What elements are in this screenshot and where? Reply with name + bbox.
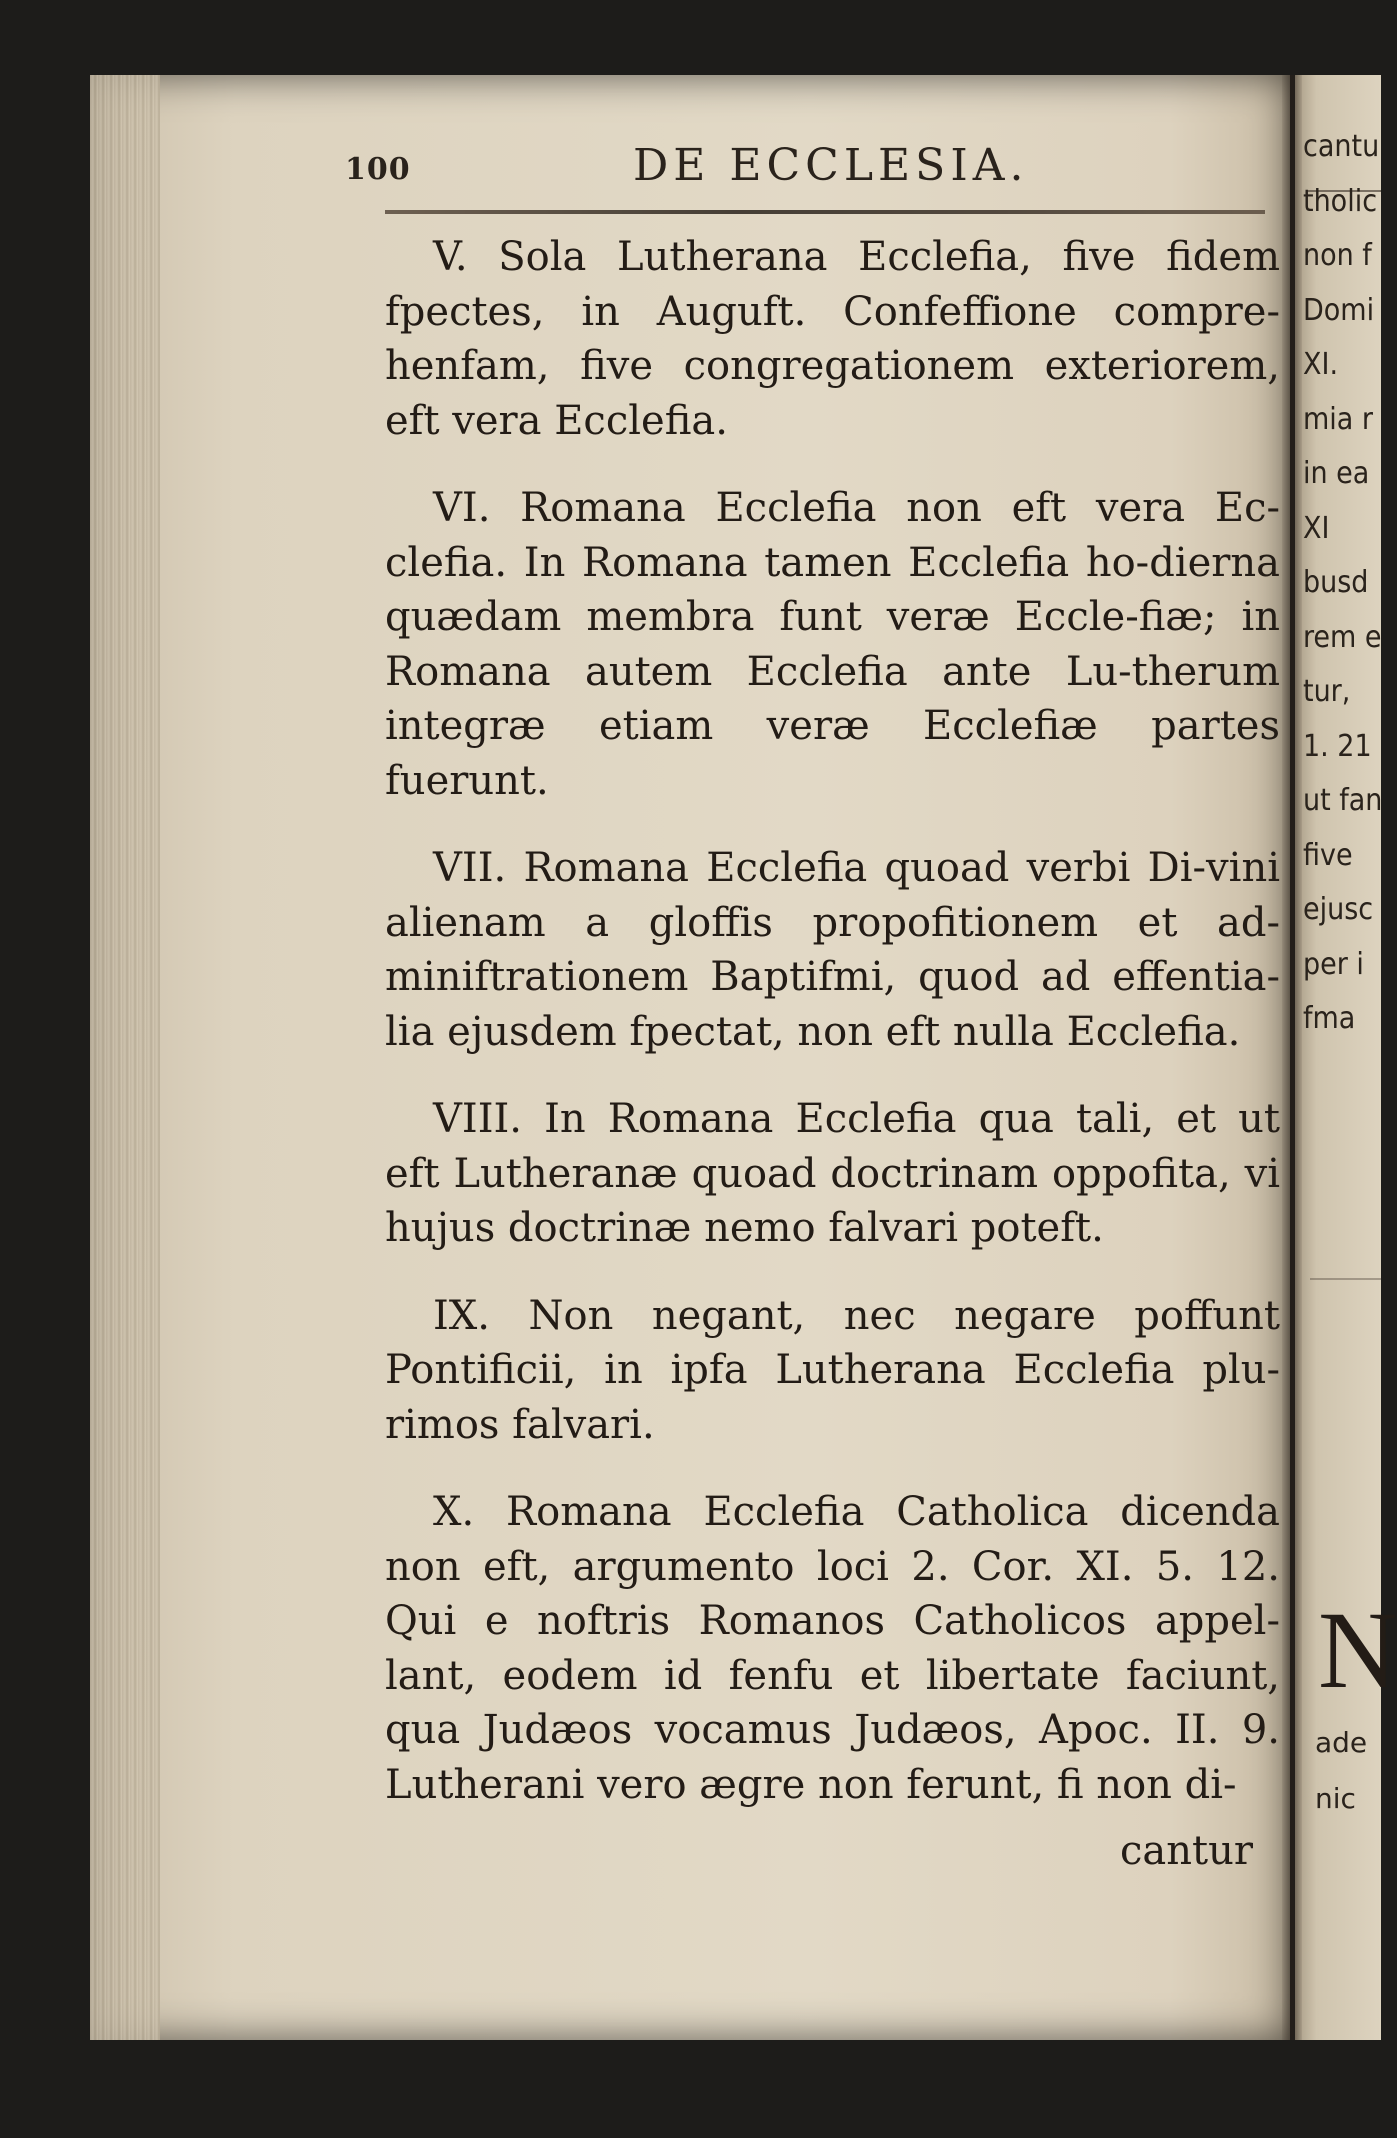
fragment-line: tholic [1303,183,1378,219]
page-title: DE ECCLESIA. [633,140,1029,191]
fragment-line: ut fan [1303,783,1383,818]
fragment-line: per i [1303,946,1364,982]
paragraph-x: X. Romana Ecclefia Catholica dicenda non eft, argumento loci 2. Cor. XI. 5. 12. Qui e noftris Romanos Catholicos appel-lant, eodem id fenfu et libertate faciunt, qua Judæos vocamus Judæos, Apoc. II. 9. Lutherani vero ægre non ferunt, fi non di- [385,1489,1280,1808]
fragment-line: in ea [1303,456,1370,491]
fragment-line: fma [1303,1001,1356,1036]
paragraph-viii: VIII. In Romana Ecclefia qua tali, et ut eft Lutheranæ quoad doctrinam oppofita, vi hujus doctrinæ nemo falvari poteft. [385,1096,1280,1251]
gutter [1282,75,1302,2040]
fragment-line: rem e [1303,619,1382,655]
fragment-line: ade [1315,1726,1368,1759]
fragment-line: five [1303,837,1353,873]
header-rule [385,210,1265,214]
facing-page-divider [1310,1278,1381,1280]
paragraph-vi: VI. Romana Ecclefia non eft vera Ec-clefia. In Romana tamen Ecclefia ho-dierna quædam membra funt veræ Eccle-fiæ; in Romana autem Ecclefia ante Lu-therum integræ etiam veræ Ecclefiæ partes fuerunt. [385,485,1280,804]
fragment-line: tur, [1303,674,1351,709]
body-text [385,230,1280,1812]
fragment-line: nic [1315,1782,1356,1815]
fragment-line: busd [1303,565,1369,600]
catchword: cantur [1120,1828,1253,1874]
paragraph-vii: VII. Romana Ecclefia quoad verbi Di-vini alienam a gloffis propofitionem et ad-miniftrationem Baptifmi, quod ad effentia-lia ejusdem fpectat, non eft nulla Ecclefia. [385,845,1280,1055]
page-number: 100 [345,152,411,187]
fragment-line: 1. 21 [1303,728,1372,764]
facing-page-initial: N [1318,1589,1397,1711]
facing-page-bottom-fragments [1315,1715,1381,1827]
fragment-line: XI. [1303,347,1339,382]
paragraph-v: V. Sola Lutherana Ecclefia, five fidem fpectes, in Auguft. Confeffione compre-henfam, five congregationem exteriorem, eft vera Ecclefia. [385,234,1280,444]
fragment-line: Domi [1303,292,1375,328]
fragment-line: ejusc [1303,892,1374,927]
running-head [345,140,1065,200]
fragment-line: mia r [1303,401,1373,437]
fragment-line: XI [1303,510,1330,546]
page-edges [90,75,160,2040]
fragment-line: non f [1303,238,1372,273]
fragment-line: cantu [1303,129,1380,164]
paragraph-ix: IX. Non negant, nec negare poffunt Pontificii, in ipfa Lutherana Ecclefia plu-rimos falvari. [385,1292,1280,1448]
facing-page-fragments [1303,120,1381,1047]
